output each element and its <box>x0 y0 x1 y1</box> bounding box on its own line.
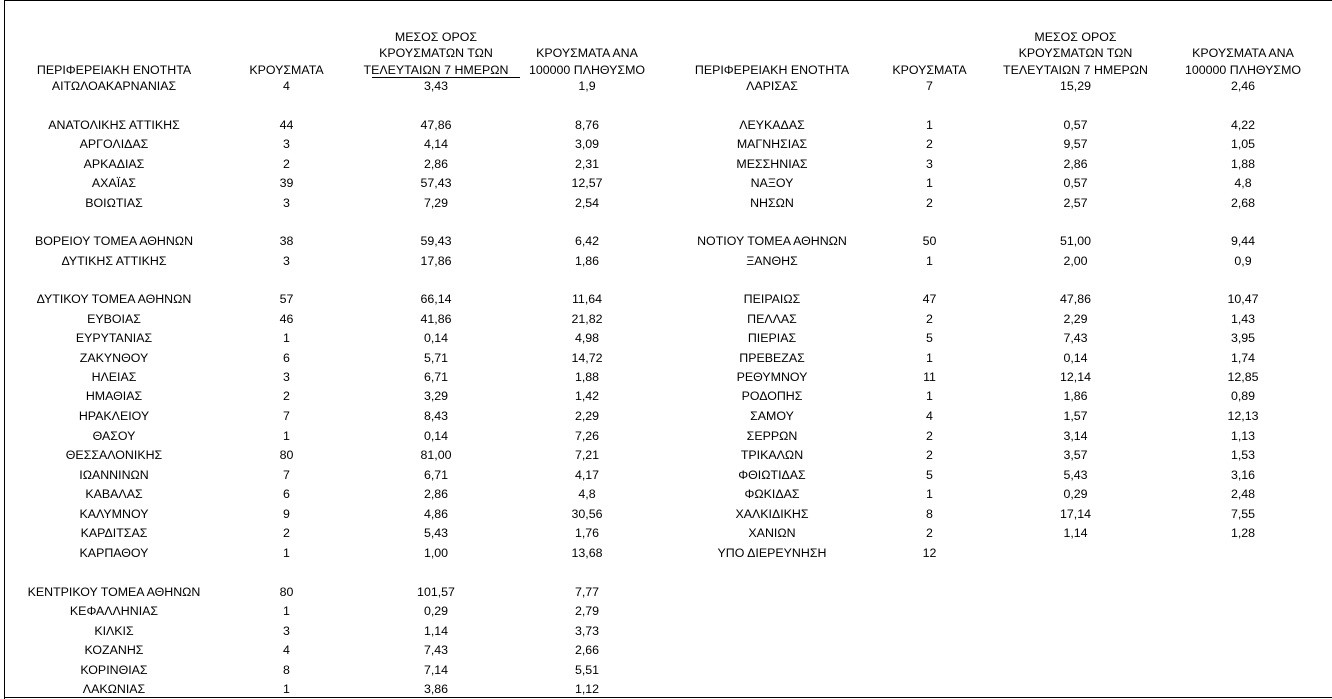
cell-avg7: 5,71 <box>423 351 449 365</box>
header-per100k: ΚΡΟΥΣΜΑΤΑ ΑΝΑ 100000 ΠΛΗΘΥΣΜΟ <box>528 46 646 77</box>
cell-avg7: 0,14 <box>423 429 449 443</box>
cell-region: ΚΕΝΤΡΙΚΟΥ ΤΟΜΕΑ ΑΘΗΝΩΝ <box>27 585 201 599</box>
cell-region: ΚΕΦΑΛΛΗΝΙΑΣ <box>69 604 159 618</box>
table-row <box>14 583 664 602</box>
cell-per100k: 5,51 <box>574 663 600 677</box>
cell-region: ΧΑΝΙΩΝ <box>748 526 796 540</box>
cell-avg7: 7,43 <box>423 643 449 657</box>
cell-region: ΡΟΔΟΠΗΣ <box>741 389 803 403</box>
cell-cases: 7 <box>283 468 290 482</box>
table-row <box>14 544 664 563</box>
cell-per100k: 13,68 <box>571 546 603 560</box>
cell-avg7: 41,86 <box>420 312 452 326</box>
table-row <box>682 155 1332 174</box>
cell-per100k: 4,17 <box>574 468 600 482</box>
cell-cases: 80 <box>279 585 294 599</box>
cell-cases: 2 <box>926 429 933 443</box>
cell-cases: 4 <box>926 409 933 423</box>
cell-cases: 50 <box>922 234 937 248</box>
cell-avg7: 4,14 <box>423 137 449 151</box>
cell-per100k: 12,85 <box>1227 370 1259 384</box>
cell-region: ΠΡΕΒΕΖΑΣ <box>739 351 805 365</box>
header-per100k: ΚΡΟΥΣΜΑΤΑ ΑΝΑ 100000 ΠΛΗΘΥΣΜΟ <box>1184 46 1302 77</box>
header-region: ΠΕΡΙΦΕΡΕΙΑΚΗ ΕΝΟΤΗΤΑ <box>694 62 850 77</box>
cell-per100k: 0,89 <box>1230 389 1256 403</box>
cell-avg7: 3,86 <box>423 682 449 696</box>
cell-per100k: 2,79 <box>574 604 600 618</box>
cell-avg7: 81,00 <box>420 448 452 462</box>
table-row <box>682 466 1332 485</box>
cell-cases: 12 <box>922 546 937 560</box>
cell-per100k: 7,77 <box>574 585 600 599</box>
table-row <box>14 135 664 154</box>
table-row <box>14 524 664 543</box>
cell-cases: 1 <box>926 118 933 132</box>
table-row <box>14 252 664 271</box>
cell-region: ΘΕΣΣΑΛΟΝΙΚΗΣ <box>65 448 163 462</box>
table-row <box>682 524 1332 543</box>
table-row <box>14 622 664 641</box>
cell-region: ΜΕΣΣΗΝΙΑΣ <box>736 157 808 171</box>
cell-region: ΗΜΑΘΙΑΣ <box>85 389 143 403</box>
cell-avg7: 57,43 <box>420 176 452 190</box>
cell-per100k: 9,44 <box>1230 234 1256 248</box>
header-region: ΠΕΡΙΦΕΡΕΙΑΚΗ ΕΝΟΤΗΤΑ <box>36 62 192 77</box>
cell-cases: 3 <box>926 157 933 171</box>
cell-cases: 1 <box>283 682 290 696</box>
cell-region: ΕΥΒΟΙΑΣ <box>87 312 141 326</box>
cell-region: ΝΗΣΩΝ <box>750 196 794 210</box>
cell-per100k: 1,43 <box>1230 312 1256 326</box>
cell-per100k: 4,22 <box>1230 118 1256 132</box>
cell-cases: 3 <box>283 370 290 384</box>
cell-avg7: 7,43 <box>1063 331 1088 345</box>
cell-avg7: 7,29 <box>423 196 449 210</box>
cell-region: ΖΑΚΥΝΘΟΥ <box>79 351 149 365</box>
cell-region: ΒΟΡΕΙΟΥ ΤΟΜΕΑ ΑΘΗΝΩΝ <box>34 234 194 248</box>
cell-avg7: 2,86 <box>423 157 449 171</box>
cell-avg7: 0,14 <box>1063 351 1088 365</box>
cell-avg7: 15,29 <box>1059 79 1091 93</box>
cell-per100k: 2,31 <box>574 157 600 171</box>
table-row <box>14 661 664 680</box>
cell-cases: 46 <box>279 312 294 326</box>
cell-avg7: 8,43 <box>423 409 449 423</box>
cell-per100k: 1,74 <box>1230 351 1256 365</box>
cell-per100k: 30,56 <box>571 507 603 521</box>
cell-avg7: 101,57 <box>417 585 455 599</box>
table-row <box>14 116 664 135</box>
cell-avg7: 1,57 <box>1063 409 1088 423</box>
top-border <box>4 0 1332 1</box>
cell-per100k: 0,9 <box>1234 254 1252 268</box>
table-row <box>14 77 664 96</box>
table-row <box>14 407 664 426</box>
table-row <box>682 232 1332 251</box>
table-row <box>14 368 664 387</box>
cell-cases: 7 <box>283 409 290 423</box>
cell-region: ΑΡΚΑΔΙΑΣ <box>83 157 145 171</box>
cell-cases: 1 <box>283 331 290 345</box>
cell-avg7: 1,14 <box>423 624 449 638</box>
cell-cases: 1 <box>926 176 933 190</box>
table-row <box>14 466 664 485</box>
cell-region: ΥΠΟ ΔΙΕΡΕΥΝΗΣΗ <box>717 546 827 560</box>
cell-avg7: 0,14 <box>423 331 449 345</box>
cell-region: ΗΡΑΚΛΕΙΟΥ <box>78 409 150 423</box>
cell-avg7: 2,86 <box>1063 157 1088 171</box>
cell-cases: 11 <box>923 370 936 384</box>
table-row <box>14 602 664 621</box>
cell-cases: 3 <box>283 196 290 210</box>
cell-per100k: 1,9 <box>578 79 596 93</box>
cell-per100k: 2,29 <box>574 409 600 423</box>
cell-region: ΠΕΙΡΑΙΩΣ <box>743 292 801 306</box>
table-row <box>14 329 664 348</box>
table-row <box>14 310 664 329</box>
cell-region: ΦΘΙΩΤΙΔΑΣ <box>738 468 806 482</box>
cell-region: ΑΧΑΪΑΣ <box>91 176 137 190</box>
table-row <box>682 329 1332 348</box>
table-row <box>14 505 664 524</box>
table-row <box>682 407 1332 426</box>
table-row <box>682 368 1332 387</box>
cell-avg7: 12,14 <box>1059 370 1091 384</box>
table-row <box>682 446 1332 465</box>
cell-per100k: 1,76 <box>574 526 600 540</box>
cell-region: ΝΑΞΟΥ <box>750 176 794 190</box>
cell-cases: 8 <box>926 507 933 521</box>
cell-region: ΠΙΕΡΙΑΣ <box>747 331 797 345</box>
cell-region: ΚΑΒΑΛΑΣ <box>85 487 143 501</box>
cell-region: ΘΑΣΟΥ <box>92 429 136 443</box>
cell-cases: 4 <box>283 79 290 93</box>
cell-per100k: 3,95 <box>1230 331 1256 345</box>
cell-per100k: 1,86 <box>574 254 600 268</box>
table-row <box>14 680 664 699</box>
table-row <box>682 290 1332 309</box>
cell-cases: 2 <box>926 137 933 151</box>
cell-per100k: 14,72 <box>571 351 603 365</box>
cell-cases: 1 <box>283 604 290 618</box>
table-row <box>682 349 1332 368</box>
table-row <box>14 290 664 309</box>
cell-region: ΚΙΛΚΙΣ <box>94 624 134 638</box>
cell-avg7: 2,86 <box>423 487 449 501</box>
table-row <box>682 310 1332 329</box>
cell-cases: 38 <box>279 234 294 248</box>
cell-cases: 4 <box>283 643 290 657</box>
cell-per100k: 1,88 <box>1230 157 1256 171</box>
table-row <box>682 116 1332 135</box>
cell-per100k: 8,76 <box>574 118 600 132</box>
cell-avg7: 51,00 <box>1059 234 1091 248</box>
cell-cases: 1 <box>926 487 933 501</box>
cell-cases: 2 <box>283 389 290 403</box>
cell-per100k: 7,55 <box>1230 507 1256 521</box>
cell-region: ΚΑΡΠΑΘΟΥ <box>79 546 149 560</box>
cell-cases: 57 <box>279 292 294 306</box>
table-row <box>14 194 664 213</box>
cell-avg7: 66,14 <box>420 292 452 306</box>
cell-avg7: 1,14 <box>1063 526 1088 540</box>
cell-per100k: 7,26 <box>574 429 600 443</box>
cell-region: ΝΟΤΙΟΥ ΤΟΜΕΑ ΑΘΗΝΩΝ <box>697 234 847 248</box>
cell-region: ΑΙΤΩΛΟΑΚΑΡΝΑΝΙΑΣ <box>51 79 177 93</box>
cell-per100k: 2,46 <box>1230 79 1256 93</box>
cell-avg7: 3,14 <box>1063 429 1088 443</box>
cell-avg7: 6,71 <box>423 370 449 384</box>
cell-region: ΛΑΚΩΝΙΑΣ <box>82 682 146 696</box>
cell-region: ΒΟΙΩΤΙΑΣ <box>85 196 143 210</box>
cell-per100k: 4,98 <box>574 331 600 345</box>
cell-per100k: 1,88 <box>574 370 600 384</box>
cell-region: ΑΡΓΟΛΙΔΑΣ <box>79 137 149 151</box>
cell-region: ΙΩΑΝΝΙΝΩΝ <box>79 468 149 482</box>
cell-per100k: 2,68 <box>1230 196 1256 210</box>
cell-avg7: 0,29 <box>1063 487 1088 501</box>
table-row <box>682 544 1332 563</box>
cell-region: ΠΕΛΛΑΣ <box>747 312 797 326</box>
cell-per100k: 12,57 <box>571 176 603 190</box>
cell-region: ΤΡΙΚΑΛΩΝ <box>740 448 804 462</box>
cell-per100k: 3,09 <box>574 137 600 151</box>
cell-cases: 1 <box>926 389 933 403</box>
cell-cases: 1 <box>283 429 290 443</box>
cell-avg7: 7,14 <box>423 663 449 677</box>
table-row <box>682 194 1332 213</box>
cell-avg7: 4,86 <box>423 507 449 521</box>
cell-avg7: 2,29 <box>1063 312 1088 326</box>
cell-avg7: 59,43 <box>420 234 452 248</box>
cell-avg7: 0,57 <box>1063 118 1088 132</box>
cell-cases: 2 <box>926 448 933 462</box>
header-cases: ΚΡΟΥΣΜΑΤΑ <box>892 62 967 77</box>
cell-cases: 2 <box>283 157 290 171</box>
cell-cases: 6 <box>283 351 290 365</box>
cell-region: ΚΟΡΙΝΘΙΑΣ <box>80 663 148 677</box>
cell-region: ΡΕΘΥΜΝΟΥ <box>736 370 808 384</box>
cell-cases: 44 <box>279 118 294 132</box>
cell-per100k: 4,8 <box>1234 176 1252 190</box>
cell-avg7: 2,00 <box>1063 254 1088 268</box>
cell-region: ΜΑΓΝΗΣΙΑΣ <box>736 137 808 151</box>
cell-avg7: 47,86 <box>1059 292 1091 306</box>
cell-avg7: 17,14 <box>1059 507 1091 521</box>
cell-region: ΕΥΡΥΤΑΝΙΑΣ <box>75 331 153 345</box>
cell-region: ΞΑΝΘΗΣ <box>746 254 798 268</box>
cell-avg7: 3,43 <box>423 79 449 93</box>
cell-avg7: 0,57 <box>1063 176 1088 190</box>
cell-avg7: 3,57 <box>1063 448 1088 462</box>
table-row <box>682 252 1332 271</box>
table-row <box>682 387 1332 406</box>
cell-cases: 80 <box>279 448 294 462</box>
cell-cases: 7 <box>926 79 933 93</box>
cell-cases: 5 <box>926 468 933 482</box>
cell-cases: 3 <box>283 254 290 268</box>
table-row <box>14 387 664 406</box>
cell-region: ΚΑΡΔΙΤΣΑΣ <box>80 526 148 540</box>
header-cases: ΚΡΟΥΣΜΑΤΑ <box>249 62 324 77</box>
cell-per100k: 21,82 <box>571 312 603 326</box>
cell-per100k: 1,05 <box>1230 137 1256 151</box>
cell-per100k: 1,42 <box>574 389 600 403</box>
cell-cases: 5 <box>926 331 933 345</box>
cell-per100k: 4,8 <box>578 487 596 501</box>
cell-avg7: 3,29 <box>423 389 449 403</box>
cell-cases: 1 <box>926 254 933 268</box>
cell-cases: 39 <box>279 176 294 190</box>
cell-per100k: 11,64 <box>571 292 603 306</box>
cell-cases: 2 <box>926 526 933 540</box>
table-row <box>682 427 1332 446</box>
table-row <box>14 232 664 251</box>
cell-per100k: 2,48 <box>1230 487 1256 501</box>
cell-cases: 3 <box>283 624 290 638</box>
cell-per100k: 7,21 <box>574 448 600 462</box>
cell-region: ΑΝΑΤΟΛΙΚΗΣ ΑΤΤΙΚΗΣ <box>48 118 180 132</box>
cell-per100k: 3,16 <box>1230 468 1256 482</box>
table-row <box>682 174 1332 193</box>
table-row <box>682 485 1332 504</box>
table-row <box>682 135 1332 154</box>
cell-region: ΚΑΛΥΜΝΟΥ <box>79 507 149 521</box>
cell-region: ΛΑΡΙΣΑΣ <box>746 79 798 93</box>
cell-region: ΣΕΡΡΩΝ <box>746 429 798 443</box>
cell-avg7: 5,43 <box>1063 468 1088 482</box>
table-row <box>14 349 664 368</box>
cell-per100k: 6,42 <box>574 234 600 248</box>
cell-cases: 8 <box>283 663 290 677</box>
cell-avg7: 9,57 <box>1063 137 1088 151</box>
table-row <box>14 446 664 465</box>
cell-cases: 9 <box>283 507 290 521</box>
cell-cases: 1 <box>926 351 933 365</box>
cell-per100k: 1,13 <box>1230 429 1256 443</box>
cell-per100k: 3,73 <box>574 624 600 638</box>
cell-avg7: 17,86 <box>420 254 452 268</box>
cell-per100k: 1,28 <box>1230 526 1256 540</box>
cell-region: ΔΥΤΙΚΟΥ ΤΟΜΕΑ ΑΘΗΝΩΝ <box>36 292 192 306</box>
cell-per100k: 1,53 <box>1230 448 1256 462</box>
cell-region: ΛΕΥΚΑΔΑΣ <box>739 118 805 132</box>
cell-avg7: 1,86 <box>1063 389 1088 403</box>
cell-per100k <box>1154 544 1332 563</box>
table-row <box>14 427 664 446</box>
cell-avg7: 1,00 <box>423 546 449 560</box>
cell-per100k: 10,47 <box>1227 292 1259 306</box>
cell-region: ΗΛΕΙΑΣ <box>91 370 137 384</box>
header-avg7: ΜΕΣΟΣ ΟΡΟΣ ΚΡΟΥΣΜΑΤΩΝ ΤΩΝ ΤΕΛΕΥΤΑΙΩΝ 7 ΗΜΕΡΩΝ <box>1003 29 1148 77</box>
cell-cases: 47 <box>922 292 937 306</box>
cell-avg7: 2,57 <box>1063 196 1088 210</box>
cell-region: ΦΩΚΙΔΑΣ <box>744 487 800 501</box>
cell-avg7: 5,43 <box>423 526 449 540</box>
cell-per100k: 12,13 <box>1227 409 1259 423</box>
cell-region: ΚΟΖΑΝΗΣ <box>84 643 144 657</box>
cell-cases: 2 <box>926 196 933 210</box>
cell-region: ΔΥΤΙΚΗΣ ΑΤΤΙΚΗΣ <box>61 254 167 268</box>
table-row <box>14 485 664 504</box>
cell-cases: 2 <box>926 312 933 326</box>
cell-cases: 3 <box>283 137 290 151</box>
cell-avg7: 6,71 <box>423 468 449 482</box>
cell-cases: 2 <box>283 526 290 540</box>
cell-per100k: 2,66 <box>574 643 600 657</box>
cell-avg7: 0,29 <box>423 604 449 618</box>
table-row <box>14 174 664 193</box>
table-row <box>14 641 664 660</box>
cell-cases: 6 <box>283 487 290 501</box>
cell-cases: 1 <box>283 546 290 560</box>
cell-region: ΧΑΛΚΙΔΙΚΗΣ <box>735 507 809 521</box>
header-avg7: ΜΕΣΟΣ ΟΡΟΣ ΚΡΟΥΣΜΑΤΩΝ ΤΩΝ ΤΕΛΕΥΤΑΙΩΝ 7 ΗΜΕΡΩΝ <box>363 29 509 77</box>
cell-avg7: 47,86 <box>420 118 452 132</box>
cell-region: ΣΑΜΟΥ <box>750 409 794 423</box>
table-row <box>682 505 1332 524</box>
cell-avg7 <box>997 544 1154 563</box>
cell-per100k: 2,54 <box>574 196 600 210</box>
left-border <box>4 0 5 699</box>
cell-per100k: 1,12 <box>574 682 600 696</box>
table-row <box>682 77 1332 96</box>
table-row <box>14 155 664 174</box>
